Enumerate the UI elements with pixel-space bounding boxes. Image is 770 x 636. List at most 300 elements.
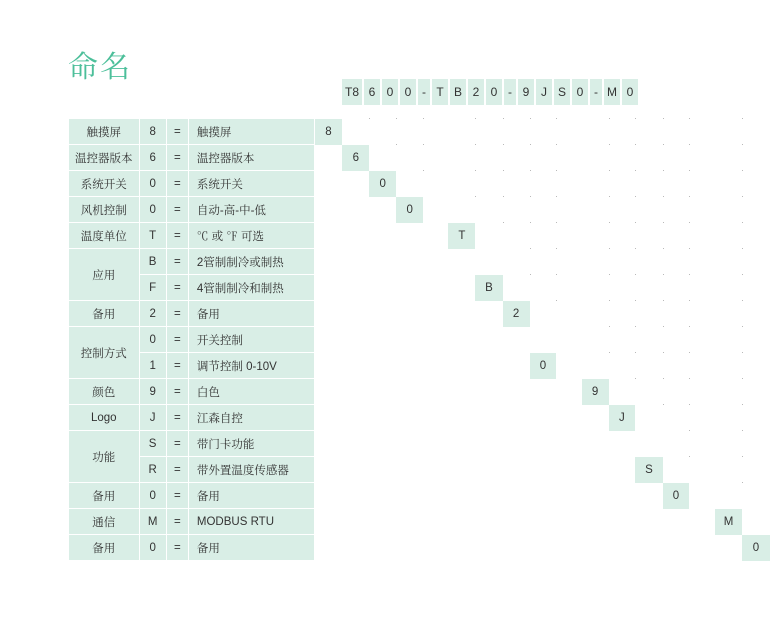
slot-cell (396, 483, 423, 509)
equals-sign: = (166, 483, 188, 509)
slot-cell (663, 509, 690, 535)
slot-cell (448, 145, 475, 171)
table-row (69, 223, 770, 249)
table-row (69, 145, 770, 171)
slot-cell (475, 509, 502, 535)
slot-cell (314, 301, 342, 327)
table-row (69, 509, 770, 535)
slot-cell (582, 119, 609, 145)
product-code-row (341, 78, 639, 106)
slot-cell (689, 171, 714, 197)
slot-cell (475, 353, 502, 379)
slot-cell (475, 431, 502, 457)
slot-cell (715, 353, 743, 379)
code-value: M (715, 509, 743, 535)
code-value: 0 (663, 483, 690, 509)
slot-cell (715, 327, 743, 353)
slot-cell (556, 405, 581, 431)
slot-cell (503, 509, 530, 535)
slot-cell (742, 431, 769, 457)
slot-cell (635, 145, 662, 171)
slot-cell (689, 457, 714, 483)
slot-cell (369, 145, 396, 171)
slot-cell (314, 535, 342, 561)
slot-cell (475, 301, 502, 327)
equals-sign: = (166, 457, 188, 483)
option-description: 江森自控 (188, 405, 314, 431)
slot-cell (448, 431, 475, 457)
slot-cell (582, 327, 609, 353)
slot-cell (663, 353, 690, 379)
slot-cell (530, 405, 557, 431)
slot-cell (396, 145, 423, 171)
slot-cell (663, 405, 690, 431)
slot-cell (609, 353, 636, 379)
slot-cell (715, 197, 743, 223)
slot-cell (556, 379, 581, 405)
slot-cell (715, 431, 743, 457)
slot-cell (715, 483, 743, 509)
equals-sign: = (166, 509, 188, 535)
slot-cell (635, 353, 662, 379)
slot-cell (396, 457, 423, 483)
row-label: 温度单位 (69, 223, 140, 249)
slot-cell (689, 275, 714, 301)
slot-cell (635, 223, 662, 249)
slot-cell (530, 457, 557, 483)
slot-cell (396, 535, 423, 561)
slot-cell (556, 223, 581, 249)
option-description: ℃ 或 ℉ 可选 (188, 223, 314, 249)
slot-cell (423, 275, 448, 301)
slot-cell (742, 327, 769, 353)
slot-cell (369, 197, 396, 223)
slot-cell (530, 145, 557, 171)
slot-cell (609, 275, 636, 301)
option-code: 8 (139, 119, 166, 145)
option-description: 开关控制 (188, 327, 314, 353)
option-code: F (139, 275, 166, 301)
slot-cell (689, 431, 714, 457)
slot-cell (715, 171, 743, 197)
slot-cell (609, 431, 636, 457)
slot-cell (663, 145, 690, 171)
slot-cell (609, 379, 636, 405)
equals-sign: = (166, 405, 188, 431)
row-label: 通信 (69, 509, 140, 535)
code-cell: 0 (485, 78, 503, 106)
option-description: 触摸屏 (188, 119, 314, 145)
slot-cell (689, 119, 714, 145)
slot-cell (342, 301, 369, 327)
slot-cell (742, 249, 769, 275)
slot-cell (369, 379, 396, 405)
slot-cell (556, 171, 581, 197)
slot-cell (742, 171, 769, 197)
slot-cell (503, 431, 530, 457)
slot-cell (609, 327, 636, 353)
slot-cell (609, 535, 636, 561)
slot-cell (342, 171, 369, 197)
slot-cell (396, 223, 423, 249)
slot-cell (556, 119, 581, 145)
slot-cell (503, 353, 530, 379)
slot-cell (369, 249, 396, 275)
slot-cell (663, 379, 690, 405)
slot-cell (530, 327, 557, 353)
option-code: 0 (139, 197, 166, 223)
slot-cell (314, 249, 342, 275)
slot-cell (556, 535, 581, 561)
table-row (69, 405, 770, 431)
slot-cell (689, 509, 714, 535)
slot-cell (423, 145, 448, 171)
table-row (69, 327, 770, 353)
slot-cell (635, 379, 662, 405)
slot-cell (342, 431, 369, 457)
row-label: 系统开关 (69, 171, 140, 197)
slot-cell (556, 301, 581, 327)
slot-cell (689, 301, 714, 327)
slot-cell (475, 119, 502, 145)
code-cell: S (553, 78, 571, 106)
option-code: J (139, 405, 166, 431)
slot-cell (423, 301, 448, 327)
slot-cell (314, 223, 342, 249)
slot-cell (582, 275, 609, 301)
slot-cell (689, 145, 714, 171)
slot-cell (396, 509, 423, 535)
row-label: 触摸屏 (69, 119, 140, 145)
slot-cell (423, 431, 448, 457)
slot-cell (314, 431, 342, 457)
slot-cell (556, 509, 581, 535)
slot-cell (689, 327, 714, 353)
slot-cell (475, 379, 502, 405)
slot-cell (689, 197, 714, 223)
slot-cell (742, 197, 769, 223)
slot-cell (689, 249, 714, 275)
slot-cell (503, 145, 530, 171)
code-cell: 0 (621, 78, 639, 106)
slot-cell (715, 379, 743, 405)
slot-cell (475, 483, 502, 509)
slot-cell (663, 301, 690, 327)
slot-cell (663, 249, 690, 275)
slot-cell (715, 119, 743, 145)
slot-cell (556, 483, 581, 509)
table-row (69, 535, 770, 561)
slot-cell (556, 249, 581, 275)
slot-cell (530, 171, 557, 197)
slot-cell (503, 405, 530, 431)
option-code: B (139, 249, 166, 275)
slot-cell (448, 249, 475, 275)
equals-sign: = (166, 301, 188, 327)
slot-cell (582, 145, 609, 171)
option-description: 带门卡功能 (188, 431, 314, 457)
slot-cell (635, 301, 662, 327)
slot-cell (369, 431, 396, 457)
slot-cell (423, 327, 448, 353)
slot-cell (556, 275, 581, 301)
slot-cell (342, 275, 369, 301)
slot-cell (503, 457, 530, 483)
slot-cell (423, 119, 448, 145)
slot-cell (715, 249, 743, 275)
slot-cell (448, 379, 475, 405)
slot-cell (663, 197, 690, 223)
slot-cell (742, 509, 769, 535)
row-label: Logo (69, 405, 140, 431)
slot-cell (448, 301, 475, 327)
slot-cell (582, 301, 609, 327)
slot-cell (369, 327, 396, 353)
slot-cell (556, 353, 581, 379)
slot-cell (530, 483, 557, 509)
slot-cell (396, 431, 423, 457)
slot-cell (423, 223, 448, 249)
slot-cell (635, 275, 662, 301)
option-code: T (139, 223, 166, 249)
option-code: 6 (139, 145, 166, 171)
slot-cell (314, 483, 342, 509)
option-description: MODBUS RTU (188, 509, 314, 535)
equals-sign: = (166, 275, 188, 301)
slot-cell (742, 145, 769, 171)
slot-cell (369, 223, 396, 249)
slot-cell (742, 119, 769, 145)
slot-cell (369, 483, 396, 509)
slot-cell (582, 197, 609, 223)
code-value: 0 (369, 171, 396, 197)
slot-cell (475, 249, 502, 275)
page-title: 命名 (68, 51, 132, 85)
table-row (69, 119, 770, 145)
slot-cell (369, 405, 396, 431)
slot-cell (530, 119, 557, 145)
option-code: R (139, 457, 166, 483)
slot-cell (503, 327, 530, 353)
slot-cell (314, 327, 342, 353)
slot-cell (635, 535, 662, 561)
slot-cell (314, 275, 342, 301)
equals-sign: = (166, 119, 188, 145)
option-description: 备用 (188, 301, 314, 327)
slot-cell (342, 327, 369, 353)
slot-cell (663, 457, 690, 483)
slot-cell (503, 119, 530, 145)
slot-cell (635, 509, 662, 535)
option-code: 0 (139, 171, 166, 197)
code-value: 6 (342, 145, 369, 171)
table-row (69, 379, 770, 405)
slot-cell (396, 301, 423, 327)
code-cell: 9 (517, 78, 535, 106)
code-cell: B (449, 78, 467, 106)
slot-cell (582, 405, 609, 431)
slot-cell (689, 405, 714, 431)
slot-cell (342, 483, 369, 509)
table-row (69, 457, 770, 483)
slot-cell (742, 223, 769, 249)
slot-cell (448, 483, 475, 509)
slot-cell (609, 197, 636, 223)
slot-cell (342, 197, 369, 223)
slot-cell (369, 457, 396, 483)
slot-cell (530, 223, 557, 249)
equals-sign: = (166, 249, 188, 275)
slot-cell (742, 275, 769, 301)
slot-cell (448, 535, 475, 561)
slot-cell (396, 405, 423, 431)
slot-cell (635, 119, 662, 145)
slot-cell (448, 119, 475, 145)
slot-cell (556, 145, 581, 171)
slot-cell (423, 249, 448, 275)
option-code: 0 (139, 535, 166, 561)
slot-cell (423, 457, 448, 483)
option-description: 2管制制冷或制热 (188, 249, 314, 275)
slot-cell (369, 353, 396, 379)
slot-cell (689, 535, 714, 561)
slot-cell (609, 483, 636, 509)
slot-cell (448, 405, 475, 431)
slot-cell (742, 405, 769, 431)
equals-sign: = (166, 379, 188, 405)
slot-cell (689, 223, 714, 249)
slot-cell (635, 327, 662, 353)
slot-cell (396, 327, 423, 353)
slot-cell (423, 405, 448, 431)
slot-cell (475, 197, 502, 223)
slot-cell (530, 535, 557, 561)
slot-cell (342, 223, 369, 249)
slot-cell (530, 379, 557, 405)
slot-cell (530, 509, 557, 535)
slot-cell (396, 249, 423, 275)
equals-sign: = (166, 327, 188, 353)
slot-cell (530, 197, 557, 223)
slot-cell (503, 249, 530, 275)
slot-cell (689, 379, 714, 405)
slot-cell (503, 379, 530, 405)
equals-sign: = (166, 145, 188, 171)
slot-cell (582, 249, 609, 275)
slot-cell (582, 431, 609, 457)
slot-cell (475, 171, 502, 197)
slot-cell (582, 457, 609, 483)
slot-cell (663, 535, 690, 561)
slot-cell (396, 119, 423, 145)
slot-cell (715, 145, 743, 171)
code-cell: 6 (363, 78, 381, 106)
slot-cell (448, 509, 475, 535)
slot-cell (689, 353, 714, 379)
slot-cell (635, 483, 662, 509)
slot-cell (582, 483, 609, 509)
slot-cell (663, 275, 690, 301)
equals-sign: = (166, 353, 188, 379)
slot-cell (530, 275, 557, 301)
slot-cell (663, 223, 690, 249)
option-description: 自动-高-中-低 (188, 197, 314, 223)
slot-cell (423, 379, 448, 405)
slot-cell (715, 223, 743, 249)
slot-cell (423, 353, 448, 379)
slot-cell (448, 275, 475, 301)
code-cell: 0 (399, 78, 417, 106)
slot-cell (609, 119, 636, 145)
slot-cell (369, 119, 396, 145)
slot-cell (342, 379, 369, 405)
slot-cell (556, 197, 581, 223)
row-label: 温控器版本 (69, 145, 140, 171)
slot-cell (715, 275, 743, 301)
option-description: 备用 (188, 483, 314, 509)
slot-cell (475, 327, 502, 353)
row-label: 备用 (69, 535, 140, 561)
code-cell: - (589, 78, 603, 106)
naming-matrix-body (69, 119, 770, 561)
code-cell: 2 (467, 78, 485, 106)
slot-cell (475, 457, 502, 483)
option-description: 备用 (188, 535, 314, 561)
table-row (69, 301, 770, 327)
slot-cell (530, 249, 557, 275)
slot-cell (715, 457, 743, 483)
slot-cell (475, 405, 502, 431)
slot-cell (475, 223, 502, 249)
equals-sign: = (166, 171, 188, 197)
row-label: 功能 (69, 431, 140, 483)
option-code: M (139, 509, 166, 535)
code-cell: T8 (341, 78, 363, 106)
slot-cell (582, 223, 609, 249)
slot-cell (342, 509, 369, 535)
slot-cell (582, 171, 609, 197)
slot-cell (582, 353, 609, 379)
slot-cell (448, 353, 475, 379)
code-cell: 0 (571, 78, 589, 106)
option-description: 白色 (188, 379, 314, 405)
option-code: S (139, 431, 166, 457)
code-value: 2 (503, 301, 530, 327)
slot-cell (742, 457, 769, 483)
row-label: 备用 (69, 483, 140, 509)
slot-cell (689, 483, 714, 509)
slot-cell (556, 327, 581, 353)
code-cell: - (417, 78, 431, 106)
code-cell: 0 (381, 78, 399, 106)
slot-cell (663, 431, 690, 457)
slot-cell (609, 145, 636, 171)
option-description: 带外置温度传感器 (188, 457, 314, 483)
slot-cell (369, 509, 396, 535)
slot-cell (609, 171, 636, 197)
slot-cell (314, 405, 342, 431)
table-row (69, 197, 770, 223)
option-description: 4管制制冷和制热 (188, 275, 314, 301)
slot-cell (582, 535, 609, 561)
option-code: 0 (139, 483, 166, 509)
slot-cell (663, 171, 690, 197)
option-description: 调节控制 0-10V (188, 353, 314, 379)
option-description: 温控器版本 (188, 145, 314, 171)
code-cell: - (503, 78, 517, 106)
slot-cell (503, 535, 530, 561)
code-value: T (448, 223, 475, 249)
